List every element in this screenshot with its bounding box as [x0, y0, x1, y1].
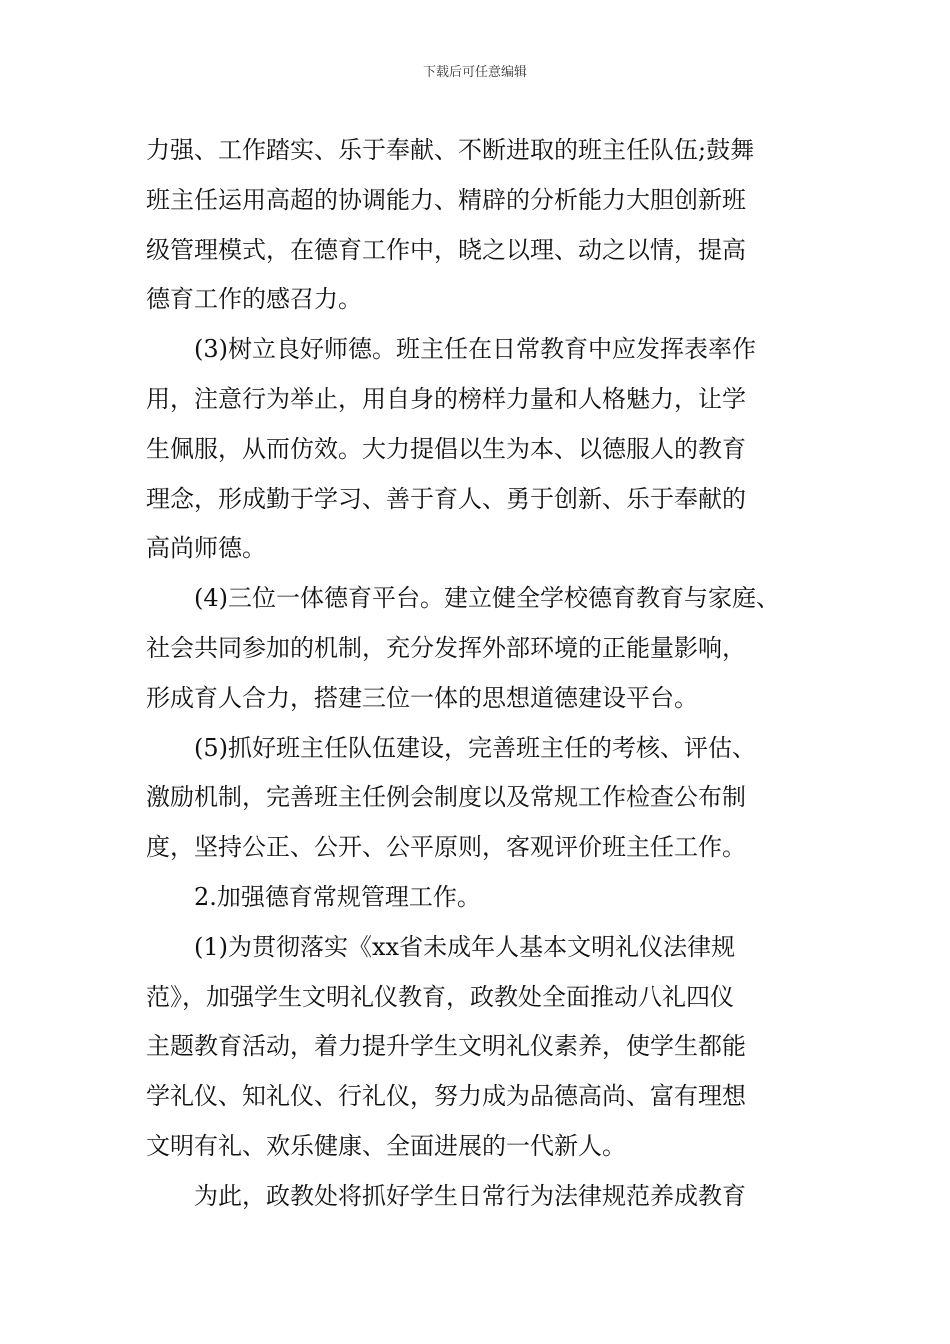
paragraph-line: 社会共同参加的机制，充分发挥外部环境的正能量影响，: [146, 633, 746, 662]
paragraph-first-line: 2.加强德育常规管理工作。: [194, 882, 481, 911]
paragraph-line: 高尚师德。: [146, 534, 266, 563]
paragraph-line: 形成育人合力，搭建三位一体的思想道德建设平台。: [146, 683, 698, 712]
paragraph-first-line: 为此，政教处将抓好学生日常行为法律规范养成教育: [194, 1181, 746, 1210]
paragraph-line: 学礼仪、知礼仪、行礼仪，努力成为品德高尚、富有理想: [146, 1082, 746, 1111]
paragraph-line: 级管理模式，在德育工作中，晓之以理、动之以情，提高: [146, 235, 746, 264]
paragraph-first-line: (4)三位一体德育平台。建立健全学校德育教育与家庭、: [194, 584, 780, 613]
paragraph-line: 生佩服，从而仿效。大力提倡以生为本、以德服人的教育: [146, 434, 746, 463]
paragraph-first-line: (1)为贯彻落实《xx省未成年人基本文明礼仪法律规: [194, 932, 736, 961]
paragraph-line: 力强、工作踏实、乐于奉献、不断进取的班主任队伍;鼓舞: [146, 136, 755, 164]
paragraph-first-line: (5)抓好班主任队伍建设，完善班主任的考核、评估、: [194, 733, 756, 762]
paragraph-line: 用，注意行为举止，用自身的榜样力量和人格魅力，让学: [146, 384, 746, 413]
paragraph-line: 德育工作的感召力。: [146, 285, 362, 314]
document-body: [146, 126, 810, 1222]
paragraph-line: 主题教育活动，着力提升学生文明礼仪素养，使学生都能: [146, 1032, 746, 1061]
paragraph-line: 班主任运用高超的协调能力、精辟的分析能力大胆创新班: [146, 185, 746, 214]
paragraph-first-line: (3)树立良好师德。班主任在日常教育中应发挥表率作: [194, 335, 756, 364]
paragraph-line: 度，坚持公正、公开、公平原则，客观评价班主任工作。: [146, 833, 746, 862]
paragraph-line: 文明有礼、欢乐健康、全面进展的一代新人。: [146, 1131, 626, 1160]
paragraph-line: 范》，加强学生文明礼仪教育，政教处全面推动八礼四仪: [146, 982, 734, 1011]
paragraph-line: 理念，形成勤于学习、善于育人、勇于创新、乐于奉献的: [146, 484, 746, 513]
page-header: 下载后可任意编辑: [422, 65, 527, 80]
paragraph-line: 激励机制，完善班主任例会制度以及常规工作检查公布制: [146, 783, 746, 812]
